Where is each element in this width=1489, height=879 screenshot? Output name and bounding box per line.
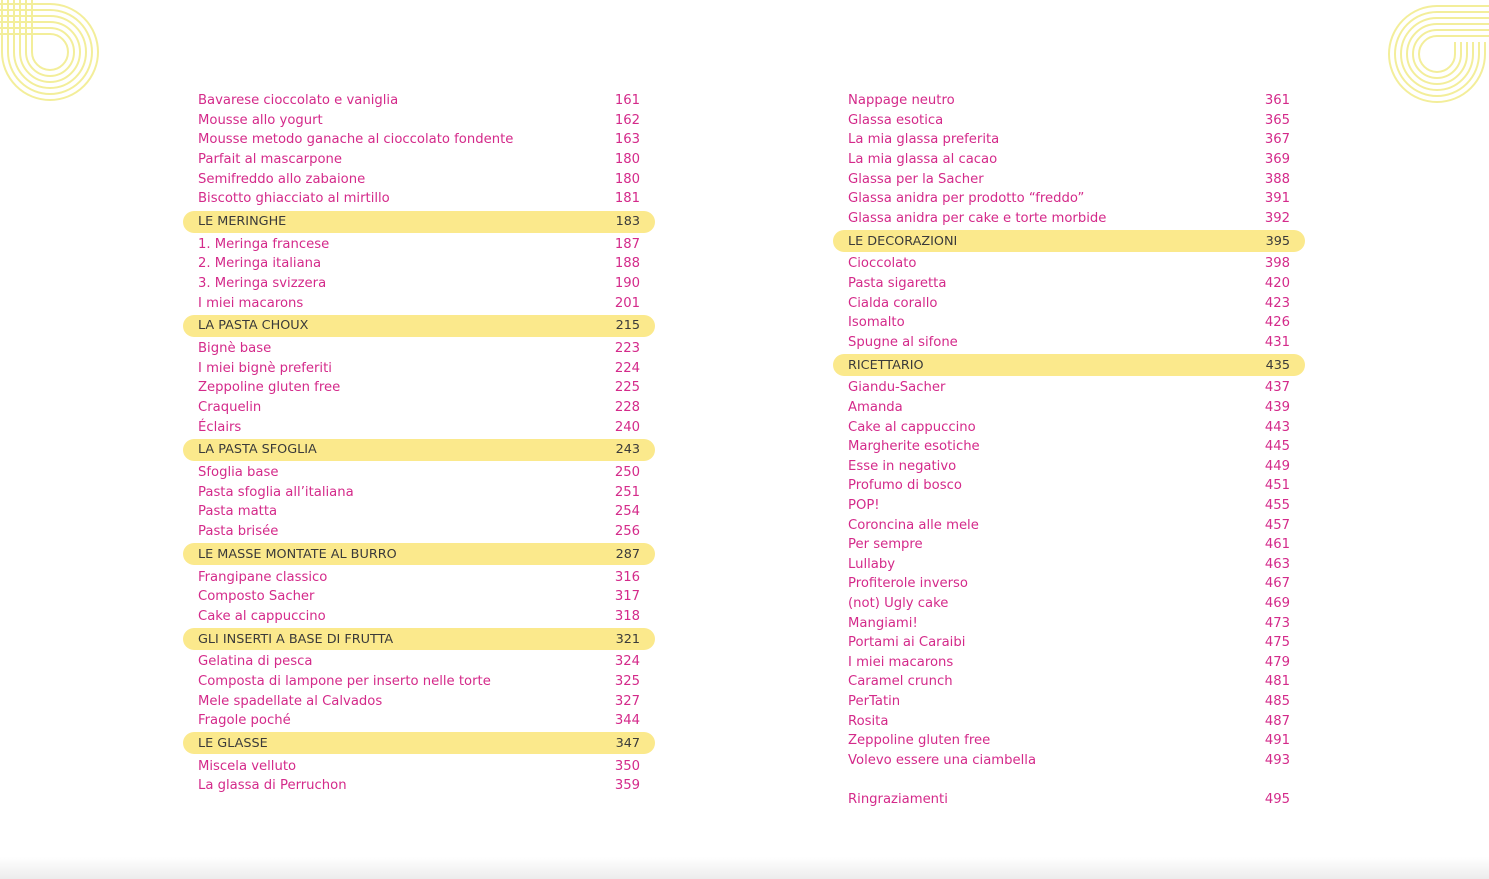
toc-entry[interactable] (833, 790, 1305, 810)
entry-page-number: 491 (1264, 733, 1290, 749)
entry-page-number: 250 (614, 465, 640, 481)
entry-page-number: 437 (1264, 380, 1290, 396)
entry-page-number: 449 (1264, 458, 1290, 474)
toc-entry[interactable] (183, 274, 655, 294)
toc-entry[interactable] (183, 587, 655, 607)
entry-page-number: 316 (614, 569, 640, 585)
toc-entry[interactable] (183, 711, 655, 731)
entry-page-number: 325 (614, 673, 640, 689)
entry-page-number: 181 (614, 191, 640, 207)
toc-left-column (183, 91, 655, 796)
entry-page-number: 445 (1264, 439, 1290, 455)
section-page-number: 287 (615, 546, 640, 562)
entry-title: Pasta brisée (198, 523, 279, 539)
toc-entry[interactable] (183, 235, 655, 255)
toc-entry[interactable] (833, 169, 1305, 189)
entry-page-number: 201 (614, 295, 640, 311)
entry-page-number: 317 (614, 589, 640, 605)
entry-title: Profumo di bosco (848, 478, 962, 494)
toc-entry[interactable] (183, 398, 655, 418)
entry-page-number: 224 (614, 360, 640, 376)
entry-title: Zeppoline gluten free (848, 733, 991, 749)
concentric-arc-ornament-right (1379, 0, 1489, 110)
section-title: LA PASTA SFOGLIA (198, 442, 317, 458)
entry-page-number: 451 (1264, 478, 1290, 494)
entry-page-number: 398 (1264, 256, 1290, 272)
toc-entry[interactable] (833, 313, 1305, 333)
entry-page-number: 254 (614, 504, 640, 520)
entry-title: Glassa anidra per cake e torte morbide (848, 210, 1107, 226)
toc-entry[interactable] (183, 652, 655, 672)
entry-page-number: 228 (614, 400, 640, 416)
entry-title: Mele spadellate al Calvados (198, 693, 383, 709)
entry-page-number: 481 (1264, 674, 1290, 690)
toc-entry[interactable] (183, 483, 655, 503)
entry-title: Zeppoline gluten free (198, 380, 341, 396)
section-page-number: 347 (615, 735, 640, 751)
entry-page-number: 443 (1264, 419, 1290, 435)
section-title: RICETTARIO (848, 357, 924, 373)
toc-entry[interactable] (833, 398, 1305, 418)
toc-entry[interactable] (833, 692, 1305, 712)
toc-entry[interactable] (833, 378, 1305, 398)
entry-page-number: 225 (614, 380, 640, 396)
entry-title: Semifreddo allo zabaione (198, 171, 366, 187)
toc-entry[interactable] (833, 672, 1305, 692)
entry-title: Esse in negativo (848, 458, 957, 474)
section-title: LA PASTA CHOUX (198, 318, 309, 334)
toc-entry[interactable] (833, 515, 1305, 535)
toc-entry[interactable] (833, 437, 1305, 457)
toc-section-header[interactable] (183, 439, 655, 461)
entry-title: POP! (848, 497, 880, 513)
entry-title: Cialda corallo (848, 295, 938, 311)
toc-entry[interactable] (183, 567, 655, 587)
entry-page-number: 426 (1264, 315, 1290, 331)
toc-section-header[interactable] (833, 230, 1305, 252)
entry-page-number: 361 (1264, 93, 1290, 109)
entry-page-number: 455 (1264, 497, 1290, 513)
toc-entry[interactable] (833, 633, 1305, 653)
section-title: LE MASSE MONTATE AL BURRO (198, 546, 397, 562)
toc-entry[interactable] (183, 169, 655, 189)
entry-page-number: 423 (1264, 295, 1290, 311)
toc-entry[interactable] (833, 652, 1305, 672)
entry-page-number: 324 (614, 654, 640, 670)
entry-page-number: 161 (614, 93, 640, 109)
entry-title: Bignè base (198, 341, 272, 357)
entry-title: Bavarese cioccolato e vaniglia (198, 93, 399, 109)
entry-title: Glassa per la Sacher (848, 171, 984, 187)
toc-entry[interactable] (183, 756, 655, 776)
entry-title: Cake al cappuccino (848, 419, 976, 435)
page-bottom-shadow (0, 857, 1489, 879)
toc-entry[interactable] (183, 463, 655, 483)
section-title: GLI INSERTI A BASE DI FRUTTA (198, 631, 394, 647)
entry-title: Cake al cappuccino (198, 608, 326, 624)
entry-title: Coroncina alle mele (848, 517, 979, 533)
entry-title: Gelatina di pesca (198, 654, 313, 670)
entry-title: 3. Meringa svizzera (198, 276, 327, 292)
toc-entry[interactable] (183, 672, 655, 692)
entry-title: Rosita (848, 713, 889, 729)
toc-entry[interactable] (833, 333, 1305, 353)
entry-page-number: 479 (1264, 654, 1290, 670)
toc-right-column (833, 91, 1305, 809)
toc-section-header[interactable] (183, 315, 655, 337)
toc-entry[interactable] (833, 554, 1305, 574)
entry-page-number: 163 (614, 132, 640, 148)
entry-page-number: 369 (1264, 152, 1290, 168)
section-page-number: 435 (1265, 357, 1290, 373)
section-page-number: 183 (615, 214, 640, 230)
entry-title: Fragole poché (198, 713, 291, 729)
entry-page-number: 344 (614, 713, 640, 729)
entry-page-number: 439 (1264, 400, 1290, 416)
toc-entry[interactable] (183, 776, 655, 796)
entry-title: Ringraziamenti (848, 791, 948, 807)
toc-entry[interactable] (183, 417, 655, 437)
entry-page-number: 327 (614, 693, 640, 709)
entry-page-number: 359 (614, 778, 640, 794)
toc-entry[interactable] (833, 457, 1305, 477)
section-title: LE DECORAZIONI (848, 233, 958, 249)
entry-title: Nappage neutro (848, 93, 955, 109)
toc-entry[interactable] (833, 535, 1305, 555)
entry-page-number: 493 (1264, 752, 1290, 768)
entry-page-number: 251 (614, 484, 640, 500)
entry-title: Sfoglia base (198, 465, 279, 481)
toc-entry[interactable] (183, 378, 655, 398)
entry-title: Pasta sigaretta (848, 276, 947, 292)
entry-page-number: 188 (614, 256, 640, 272)
toc-entry[interactable] (183, 189, 655, 209)
entry-title: Pasta matta (198, 504, 278, 520)
entry-title: La glassa di Perruchon (198, 778, 347, 794)
toc-entry[interactable] (833, 417, 1305, 437)
entry-page-number: 461 (1264, 537, 1290, 553)
entry-title: Pasta sfoglia all’italiana (198, 484, 354, 500)
toc-entry[interactable] (833, 731, 1305, 751)
entry-title: Lullaby (848, 556, 896, 572)
entry-title: (not) Ugly cake (848, 595, 949, 611)
toc-entry[interactable] (183, 502, 655, 522)
toc-entry[interactable] (833, 189, 1305, 209)
toc-entry[interactable] (183, 150, 655, 170)
entry-title: Margherite esotiche (848, 439, 980, 455)
toc-entry[interactable] (183, 691, 655, 711)
entry-title: I miei bignè preferiti (198, 360, 332, 376)
toc-entry[interactable] (833, 711, 1305, 731)
toc-entry[interactable] (833, 209, 1305, 229)
toc-entry[interactable] (183, 359, 655, 379)
entry-title: Giandu-Sacher (848, 380, 946, 396)
toc-entry[interactable] (833, 750, 1305, 770)
entry-page-number: 469 (1264, 595, 1290, 611)
section-title: LE GLASSE (198, 735, 268, 751)
toc-entry[interactable] (183, 254, 655, 274)
toc-entry[interactable] (833, 574, 1305, 594)
toc-entry[interactable] (833, 130, 1305, 150)
entry-title: La mia glassa preferita (848, 132, 1000, 148)
entry-title: Éclairs (198, 419, 242, 435)
entry-page-number: 180 (614, 152, 640, 168)
entry-title: Glassa anidra per prodotto “freddo” (848, 191, 1085, 207)
toc-section-header[interactable] (833, 354, 1305, 376)
toc-section-header[interactable] (183, 211, 655, 233)
entry-title: Volevo essere una ciambella (848, 752, 1037, 768)
entry-title: Caramel crunch (848, 674, 953, 690)
entry-page-number: 392 (1264, 210, 1290, 226)
entry-page-number: 487 (1264, 713, 1290, 729)
entry-page-number: 256 (614, 523, 640, 539)
entry-title: Craquelin (198, 400, 262, 416)
entry-title: Profiterole inverso (848, 576, 968, 592)
entry-title: Mousse metodo ganache al cioccolato fondente (198, 132, 514, 148)
entry-page-number: 473 (1264, 615, 1290, 631)
entry-title: I miei macarons (198, 295, 304, 311)
entry-page-number: 190 (614, 276, 640, 292)
concentric-arc-ornament-left (0, 0, 110, 110)
entry-page-number: 350 (614, 758, 640, 774)
entry-title: Per sempre (848, 537, 923, 553)
toc-entry[interactable] (183, 522, 655, 542)
entry-title: Portami ai Caraibi (848, 635, 966, 651)
entry-page-number: 180 (614, 171, 640, 187)
toc-entry[interactable] (833, 613, 1305, 633)
entry-page-number: 365 (1264, 112, 1290, 128)
entry-page-number: 223 (614, 341, 640, 357)
entry-title: Composto Sacher (198, 589, 315, 605)
entry-page-number: 467 (1264, 576, 1290, 592)
entry-page-number: 457 (1264, 517, 1290, 533)
entry-page-number: 475 (1264, 635, 1290, 651)
entry-title: Glassa esotica (848, 112, 944, 128)
toc-entry[interactable] (833, 111, 1305, 131)
entry-page-number: 463 (1264, 556, 1290, 572)
entry-title: Spugne al sifone (848, 334, 958, 350)
entry-page-number: 431 (1264, 334, 1290, 350)
toc-entry[interactable] (833, 293, 1305, 313)
entry-title: I miei macarons (848, 654, 954, 670)
entry-page-number: 391 (1264, 191, 1290, 207)
section-page-number: 395 (1265, 233, 1290, 249)
entry-title: PerTatin (848, 693, 901, 709)
entry-title: Biscotto ghiacciato al mirtillo (198, 191, 390, 207)
entry-title: Isomalto (848, 315, 905, 331)
section-title: LE MERINGHE (198, 214, 287, 230)
entry-page-number: 318 (614, 608, 640, 624)
entry-page-number: 187 (614, 236, 640, 252)
toc-section-header[interactable] (183, 543, 655, 565)
toc-spacer (833, 770, 1305, 790)
toc-entry[interactable] (833, 496, 1305, 516)
section-page-number: 215 (615, 318, 640, 334)
toc-entry[interactable] (833, 150, 1305, 170)
entry-title: 1. Meringa francese (198, 236, 330, 252)
entry-title: Mangiami! (848, 615, 918, 631)
toc-entry[interactable] (183, 606, 655, 626)
entry-page-number: 367 (1264, 132, 1290, 148)
entry-title: Parfait al mascarpone (198, 152, 343, 168)
toc-entry[interactable] (183, 91, 655, 111)
entry-title: Composta di lampone per inserto nelle torte (198, 673, 491, 689)
toc-entry[interactable] (833, 254, 1305, 274)
entry-title: Cioccolato (848, 256, 917, 272)
toc-entry[interactable] (183, 293, 655, 313)
entry-title: Miscela velluto (198, 758, 297, 774)
entry-title: La mia glassa al cacao (848, 152, 998, 168)
entry-page-number: 162 (614, 112, 640, 128)
section-page-number: 321 (615, 631, 640, 647)
toc-entry[interactable] (183, 339, 655, 359)
toc-entry[interactable] (833, 476, 1305, 496)
entry-title: Mousse allo yogurt (198, 112, 323, 128)
toc-entry[interactable] (183, 111, 655, 131)
toc-entry[interactable] (833, 91, 1305, 111)
entry-page-number: 485 (1264, 693, 1290, 709)
toc-entry[interactable] (833, 594, 1305, 614)
toc-section-header[interactable] (183, 732, 655, 754)
entry-page-number: 240 (614, 419, 640, 435)
toc-entry[interactable] (183, 130, 655, 150)
entry-title: Frangipane classico (198, 569, 328, 585)
entry-title: Amanda (848, 400, 903, 416)
entry-page-number: 420 (1264, 276, 1290, 292)
entry-page-number: 495 (1264, 791, 1290, 807)
entry-title: 2. Meringa italiana (198, 256, 322, 272)
toc-entry[interactable] (833, 274, 1305, 294)
toc-section-header[interactable] (183, 628, 655, 650)
section-page-number: 243 (615, 442, 640, 458)
entry-page-number: 388 (1264, 171, 1290, 187)
